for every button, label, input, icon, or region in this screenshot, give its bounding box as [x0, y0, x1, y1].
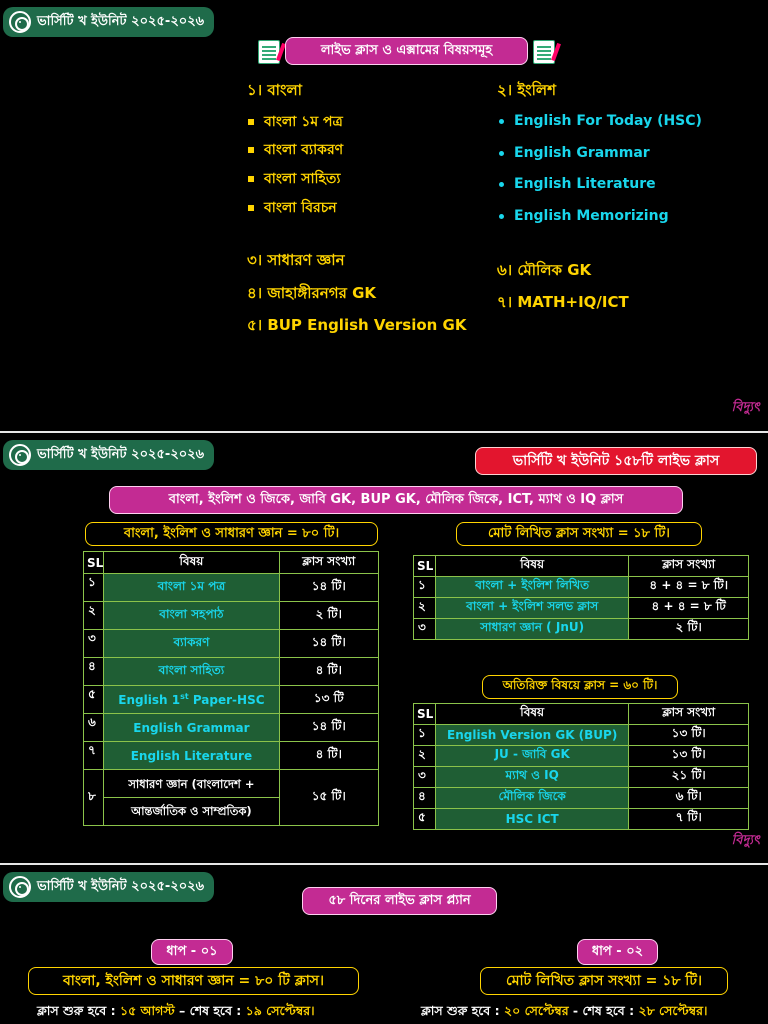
col-subject: বিষয়: [435, 704, 628, 725]
left-heading: [85, 522, 378, 546]
row-count: ১৩ টি।: [629, 746, 749, 767]
col-subject: বিষয়: [104, 552, 279, 574]
phase1-heading-text: বাংলা, ইংলিশ ও সাধারণ জ্ঞান = ৮০ টি ক্লাস।: [62, 973, 325, 989]
phase1-schedule: [37, 1003, 315, 1023]
row-sl: ৩: [414, 767, 436, 788]
row-count: ২১ টি।: [629, 767, 749, 788]
round-bullet-icon: [499, 151, 504, 156]
phase2-label: [577, 939, 658, 965]
phase2-prefix: ক্লাস শুরু হবে :: [421, 1003, 504, 1018]
notebook-icon: [533, 40, 555, 64]
row-sl: ৩: [414, 619, 436, 640]
slide1-title: [285, 37, 528, 65]
english-item-text: English Literature: [514, 176, 656, 192]
bangla-item-text: বাংলা সাহিত্য: [264, 171, 341, 187]
row-subject: সাধারণ জ্ঞান ( JnU): [435, 619, 628, 640]
english-item: [499, 176, 656, 192]
row-count: ৭ টি।: [629, 809, 749, 830]
row-sl: ৭: [84, 742, 104, 770]
bangla-heading: ১। বাংলা: [247, 81, 303, 99]
round-bullet-icon: [499, 119, 504, 124]
table-row: [84, 630, 379, 658]
topic-basic-gk: ৬। মৌলিক GK: [497, 261, 592, 279]
english-item: [499, 145, 650, 161]
total-classes-text: ভার্সিটি খ ইউনিট ১৫৮টি লাইভ ক্লাস: [512, 453, 720, 469]
phase1-prefix: ক্লাস শুরু হবে :: [37, 1003, 120, 1018]
table-row: [84, 770, 379, 826]
total-classes-banner: [475, 447, 757, 475]
table-row: [414, 725, 749, 746]
row-subject-sup: st: [180, 692, 189, 701]
square-bullet-icon: [248, 119, 254, 125]
phase2-label-text: ধাপ - ০২: [591, 943, 644, 959]
row-subject: [104, 686, 279, 714]
row-subject: বাংলা + ইংলিশ লিখিত: [435, 577, 628, 598]
phase1-sep: – শেষ হবে :: [174, 1003, 246, 1018]
english-item-text: English Memorizing: [514, 208, 669, 224]
bangla-item: [248, 167, 340, 191]
row-sl: ৪: [414, 788, 436, 809]
brand-label: ভার্সিটি খ ইউনিট ২০২৫-২০২৬: [37, 13, 205, 29]
plan-title: [302, 887, 497, 915]
subjects-banner: [109, 486, 683, 514]
row-count: ১৩ টি।: [629, 725, 749, 746]
row-subject: [104, 770, 279, 826]
col-count: ক্লাস সংখ্যা: [279, 552, 378, 574]
row-sl: ২: [84, 602, 104, 630]
bangla-item: [248, 110, 343, 134]
target-icon: [9, 444, 31, 466]
col-subject: বিষয়: [435, 556, 628, 577]
extra-heading-text: অতিরিক্ত বিষয়ে ক্লাস = ৬০ টি।: [502, 678, 658, 692]
english-item: [499, 113, 702, 129]
row-subject-rest: Paper-HSC: [188, 693, 265, 707]
row-count: ১৫ টি।: [279, 770, 378, 826]
row-sl: ৫: [84, 686, 104, 714]
row-subject: মৌলিক জিকে: [435, 788, 628, 809]
square-bullet-icon: [248, 176, 254, 182]
row-count: ১৪ টি।: [279, 630, 378, 658]
row-count: ১৪ টি।: [279, 714, 378, 742]
col-count: ক্লাস সংখ্যা: [629, 556, 749, 577]
row-count: ৪ + ৪ = ৮ টি।: [629, 577, 749, 598]
bangla-item: [248, 138, 343, 162]
row-count: ৪ টি।: [279, 742, 378, 770]
brand-label: ভার্সিটি খ ইউনিট ২০২৫-২০২৬: [37, 878, 205, 894]
row-subject: English Grammar: [104, 714, 279, 742]
subjects-banner-text: বাংলা, ইংলিশ ও জিকে, জাবি GK, BUP GK, মৌলিক জিকে, ICT, ম্যাথ ও IQ ক্লাস: [168, 491, 624, 507]
phase2-start-date: ২০ সেপ্টেম্বর: [503, 1003, 569, 1018]
table-row: [414, 746, 749, 767]
row-count: ১৩ টি: [279, 686, 378, 714]
table-row: [414, 577, 749, 598]
row-count: ২ টি।: [629, 619, 749, 640]
notebook-icon: [258, 40, 280, 64]
row-sl: ৫: [414, 809, 436, 830]
row-sl: ৮: [84, 770, 104, 826]
col-count: ক্লাস সংখ্যা: [629, 704, 749, 725]
table-row: [84, 742, 379, 770]
row-count: ৪ টি।: [279, 658, 378, 686]
row-subject: English Literature: [104, 742, 279, 770]
main-class-table: [83, 551, 379, 826]
brand-badge: [3, 7, 214, 37]
brand-badge: [3, 440, 214, 470]
table-row: [414, 619, 749, 640]
row-sl: ৩: [84, 630, 104, 658]
extra-heading: [482, 675, 678, 699]
table-row: [414, 767, 749, 788]
table-row: [414, 809, 749, 830]
row-subject: বাংলা ১ম পত্র: [104, 574, 279, 602]
brand-badge: [3, 872, 214, 902]
phase1-heading: [28, 967, 359, 995]
table-row: [84, 686, 379, 714]
row-subject: ম্যাথ ও IQ: [435, 767, 628, 788]
row-count: ১৪ টি।: [279, 574, 378, 602]
square-bullet-icon: [248, 147, 254, 153]
row-subject: JU - জাবি GK: [435, 746, 628, 767]
table-row: [84, 602, 379, 630]
row-sl: ১: [414, 725, 436, 746]
signature-logo: বিদ্যুৎ: [731, 833, 760, 848]
row-sl: ২: [414, 746, 436, 767]
english-item-text: English Grammar: [514, 145, 650, 161]
table-row: [414, 788, 749, 809]
row-subject-line2: আন্তর্জাতিক ও সাম্প্রতিক): [131, 804, 252, 818]
col-sl: SL: [414, 556, 436, 577]
brand-label: ভার্সিটি খ ইউনিট ২০২৫-২০২৬: [37, 446, 205, 462]
topic-ju-gk: ৪। জাহাঙ্গীরনগর GK: [247, 284, 377, 302]
phase1-end-date: ১৯ সেপ্টেম্বর।: [245, 1003, 315, 1018]
row-count: ৬ টি।: [629, 788, 749, 809]
row-sl: ৬: [84, 714, 104, 742]
row-sl: ১: [84, 574, 104, 602]
topic-gk: ৩। সাধারণ জ্ঞান: [247, 251, 345, 269]
left-heading-text: বাংলা, ইংলিশ ও সাধারণ জ্ঞান = ৮০ টি।: [123, 525, 340, 541]
plan-title-text: ৫৮ দিনের লাইভ ক্লাস প্ল্যান: [328, 892, 471, 908]
bangla-item: [248, 196, 337, 220]
phase2-end-date: ২৮ সেপ্টেম্বর।: [638, 1003, 708, 1018]
signature-logo: বিদ্যুৎ: [731, 400, 760, 415]
slide-subjects: [0, 0, 768, 430]
target-icon: [9, 11, 31, 33]
bangla-item-text: বাংলা ব্যাকরণ: [264, 142, 344, 158]
phase2-sep: - শেষ হবে :: [568, 1003, 639, 1018]
written-heading-text: মোট লিখিত ক্লাস সংখ্যা = ১৮ টি।: [488, 525, 670, 541]
english-heading: ২। ইংলিশ: [497, 81, 556, 99]
bangla-item-text: বাংলা বিরচন: [264, 200, 337, 216]
table-row: [414, 598, 749, 619]
col-sl: SL: [414, 704, 436, 725]
english-item: [499, 208, 669, 224]
target-icon: [9, 876, 31, 898]
row-sl: ১: [414, 577, 436, 598]
col-sl: SL: [84, 552, 104, 574]
row-subject: English Version GK (BUP): [435, 725, 628, 746]
written-class-table: [413, 555, 749, 640]
round-bullet-icon: [499, 214, 504, 219]
table-row: [84, 714, 379, 742]
row-subject: বাংলা সহপাঠ: [104, 602, 279, 630]
row-subject: ব্যাকরণ: [104, 630, 279, 658]
slide-class-breakdown: [0, 433, 768, 862]
row-subject: HSC ICT: [435, 809, 628, 830]
slide-class-plan: [0, 865, 768, 1024]
phase2-schedule: [421, 1003, 707, 1023]
bangla-item-text: বাংলা ১ম পত্র: [264, 114, 343, 130]
topic-bup-gk: ৫। BUP English Version GK: [247, 316, 467, 334]
row-count: ৪ + ৪ = ৮ টি: [629, 598, 749, 619]
row-subject-main: English 1: [118, 693, 181, 707]
phase1-start-date: ১৫ আগস্ট: [119, 1003, 175, 1018]
english-item-text: English For Today (HSC): [514, 113, 702, 129]
phase2-heading: [480, 967, 728, 995]
table-row: [84, 658, 379, 686]
row-sl: ৪: [84, 658, 104, 686]
row-sl: ২: [414, 598, 436, 619]
written-heading: [456, 522, 702, 546]
row-count: ২ টি।: [279, 602, 378, 630]
round-bullet-icon: [499, 182, 504, 187]
square-bullet-icon: [248, 205, 254, 211]
row-subject: বাংলা + ইংলিশ সলভ ক্লাস: [435, 598, 628, 619]
phase2-heading-text: মোট লিখিত ক্লাস সংখ্যা = ১৮ টি।: [506, 973, 702, 989]
extra-class-table: [413, 703, 749, 830]
row-subject-line1: সাধারণ জ্ঞান (বাংলাদেশ +: [104, 770, 278, 798]
phase1-label-text: ধাপ - ০১: [166, 943, 218, 959]
topic-math: ৭। MATH+IQ/ICT: [497, 293, 629, 311]
table-row: [84, 574, 379, 602]
slide1-title-text: লাইভ ক্লাস ও এক্সামের বিষয়সমূহ: [320, 42, 493, 58]
row-subject: বাংলা সাহিত্য: [104, 658, 279, 686]
phase1-label: [151, 939, 233, 965]
